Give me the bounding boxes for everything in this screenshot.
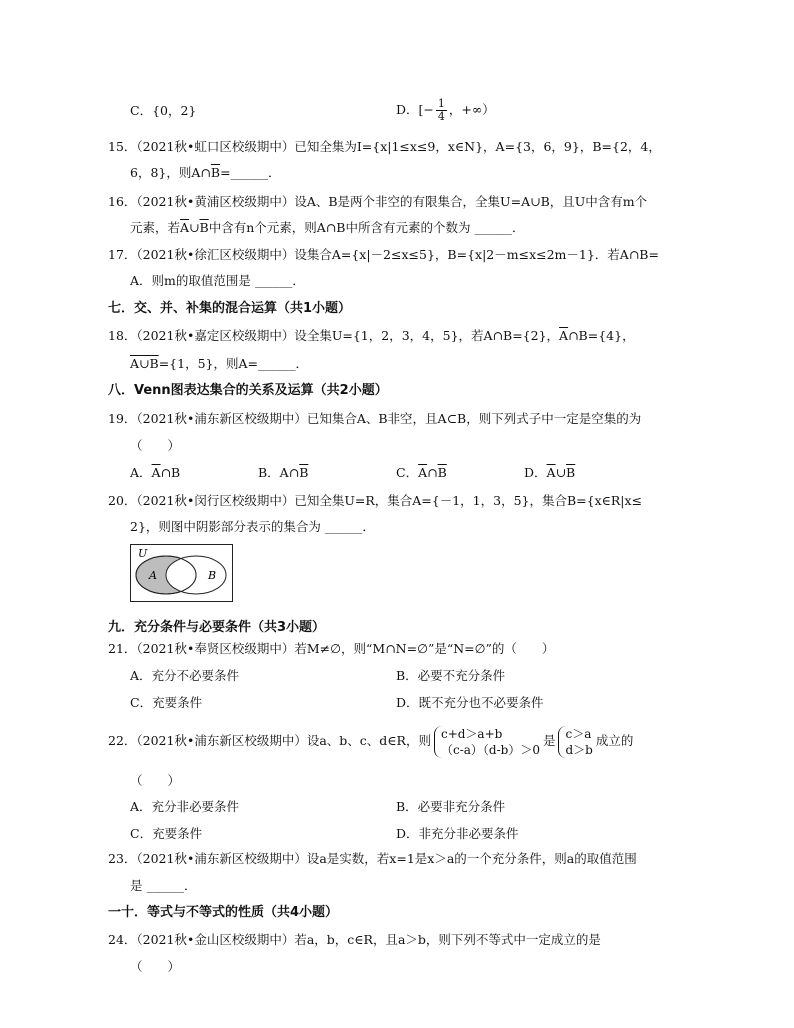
question-18-line1 [108, 327, 635, 345]
venn-diagram [130, 544, 233, 602]
text: D． [524, 465, 547, 480]
text: D．[ [396, 102, 424, 117]
answer-blank: ______ [146, 878, 184, 893]
fraction-denominator: 4 [437, 110, 445, 123]
option-22d: D．非充分非必要条件 [396, 826, 519, 841]
venn-label-a: A [149, 569, 157, 582]
section-heading-8: 八．Venn图表达集合的关系及运算（共2小题） [108, 383, 388, 398]
question-24-line1: 24．（2021秋•金山区校级期中）若a，b，c∈R，且a＞b，则下列不等式中一定成立的是 [108, 932, 601, 947]
complement-a: $\overline{A}$ [546, 465, 556, 480]
question-20-line2 [130, 518, 375, 536]
option-15c: C．{0，2} [130, 103, 197, 118]
section-heading-10: 一十．等式与不等式的性质（共4小题） [108, 905, 339, 920]
question-18-line2 [130, 355, 308, 373]
text: 中含有n个元素，则A∩B中所含有元素的个数为 [208, 220, 471, 235]
option-15d [396, 96, 495, 124]
text: C． [396, 465, 419, 480]
text: 成立的 [595, 733, 634, 748]
question-22-line2: （ ） [130, 773, 181, 788]
option-21d: D．既不充分也不必要条件 [396, 695, 544, 710]
question-20-line1: 20．（2021秋•闵行区校级期中）已知全集U=R，集合A={－1，1，3，5}，集合B={x∈R|x≤ [108, 493, 643, 508]
text: 是 [130, 878, 143, 893]
complement-a-union-b: A∪B [130, 356, 159, 371]
venn-label-b: B [208, 569, 217, 582]
option-19b [258, 464, 308, 482]
text: ∪ [555, 465, 567, 480]
answer-blank: ______ [254, 273, 293, 288]
complement-a: $\overline{A}$ [180, 220, 190, 235]
option-19c [396, 464, 447, 482]
option-19a [130, 464, 180, 482]
text: ． [511, 220, 525, 235]
question-16-line1: 16．（2021秋•黄浦区校级期中）设A、B是两个非空的有限集合，全集U=A∪B，且U中含有m个 [108, 194, 648, 209]
system-row: （c-a）（d-b）＞0 [440, 742, 540, 757]
condition-system-1 [434, 726, 540, 758]
question-19-line1: 19．（2021秋•浦东新区校级期中）已知集合A、B非空，且A⊂B，则下列式子中一定是空集的为 [108, 411, 642, 426]
complement-b: $\overline{B}$ [299, 465, 309, 480]
question-16-line2 [130, 219, 524, 237]
fraction [436, 98, 447, 123]
question-23-line2 [130, 877, 197, 895]
option-22b: B．必要非充分条件 [396, 799, 506, 814]
complement-a: $\overline{A}$ [418, 465, 428, 480]
text: 6，8}，则A∩ [130, 165, 211, 180]
text: 22．（2021秋•浦东新区校级期中）设a、b、c、d∈R，则 [108, 733, 431, 748]
option-21c: C．充要条件 [130, 695, 203, 710]
complement-b: $\overline{B}$ [210, 165, 221, 180]
question-24-line2: （ ） [130, 959, 181, 974]
text: 18．（2021秋•嘉定区校级期中）设全集U={1，2，3，4，5}，若A∩B={2}， [108, 328, 560, 343]
option-21a: A．充分不必要条件 [130, 668, 240, 683]
text: ． [292, 273, 305, 288]
text: ∩B={4}， [568, 328, 635, 343]
system-row: c+d＞a+b [440, 726, 503, 741]
question-22-line1 [108, 718, 633, 764]
complement-b: $\overline{B}$ [199, 220, 209, 235]
condition-system-2 [558, 726, 592, 758]
text: ∩B [160, 465, 181, 480]
question-15-line1: 15．（2021秋•虹口区校级期中）已知全集为I={x|1≤x≤9，x∈N}，A={3，6，9}，B={2，4， [108, 139, 661, 154]
section-heading-9: 九．充分条件与必要条件（共3小题） [108, 620, 326, 635]
complement-a: $\overline{A}$ [559, 328, 569, 343]
complement-b: $\overline{B}$ [566, 465, 576, 480]
question-17-line2 [130, 272, 305, 290]
section-heading-7: 七．交、并、补集的混合运算（共1小题） [108, 301, 352, 316]
answer-blank: ______ [257, 356, 296, 371]
answer-blank: ______ [324, 519, 363, 534]
text: A．则m的取值范围是 [130, 273, 251, 288]
question-19-line2: （ ） [130, 438, 181, 453]
text: A． [130, 465, 152, 480]
question-21: 21．（2021秋•奉贤区校级期中）若M≠∅，则“M∩N=∅”是“N=∅”的（ ） [108, 641, 555, 656]
option-21b: B．必要不充分条件 [396, 668, 506, 683]
text: ． [268, 165, 281, 180]
option-22c: C．充要条件 [130, 826, 203, 841]
answer-blank: ______ [474, 220, 512, 235]
complement-a: $\overline{A}$ [151, 465, 161, 480]
option-22a: A．充分非必要条件 [130, 799, 240, 814]
text: ． [184, 878, 197, 893]
text: ∩ [427, 465, 438, 480]
question-23-line1: 23．（2021秋•浦东新区校级期中）设a是实数，若x=1是x＞a的一个充分条件，则a的取值范围 [108, 851, 637, 866]
option-19d [524, 464, 575, 482]
text: ． [362, 519, 375, 534]
venn-label-u: U [138, 547, 148, 560]
question-15-line2 [130, 164, 281, 182]
text: 是 [542, 733, 556, 748]
text: B．A∩ [258, 465, 300, 480]
complement-b: $\overline{B}$ [437, 465, 447, 480]
text: ，+∞） [448, 102, 495, 117]
text: = [220, 165, 231, 180]
question-17-line1: 17．（2021秋•徐汇区校级期中）设集合A={x|－2≤x≤5}，B={x|2－m≤x≤2m－1}．若A∩B= [108, 247, 659, 262]
answer-blank: ______ [230, 165, 269, 180]
text: ∪ [189, 220, 200, 235]
system-row: c＞a [565, 726, 592, 741]
text: 2}，则图中阴影部分表示的集合为 [130, 519, 321, 534]
text: ． [295, 356, 308, 371]
text: 元素，若 [130, 220, 181, 235]
text: ={1，5}，则A= [158, 356, 258, 371]
minus-sign: − [423, 102, 434, 117]
system-row: d＞b [565, 742, 593, 757]
fraction-numerator: 1 [437, 97, 445, 110]
